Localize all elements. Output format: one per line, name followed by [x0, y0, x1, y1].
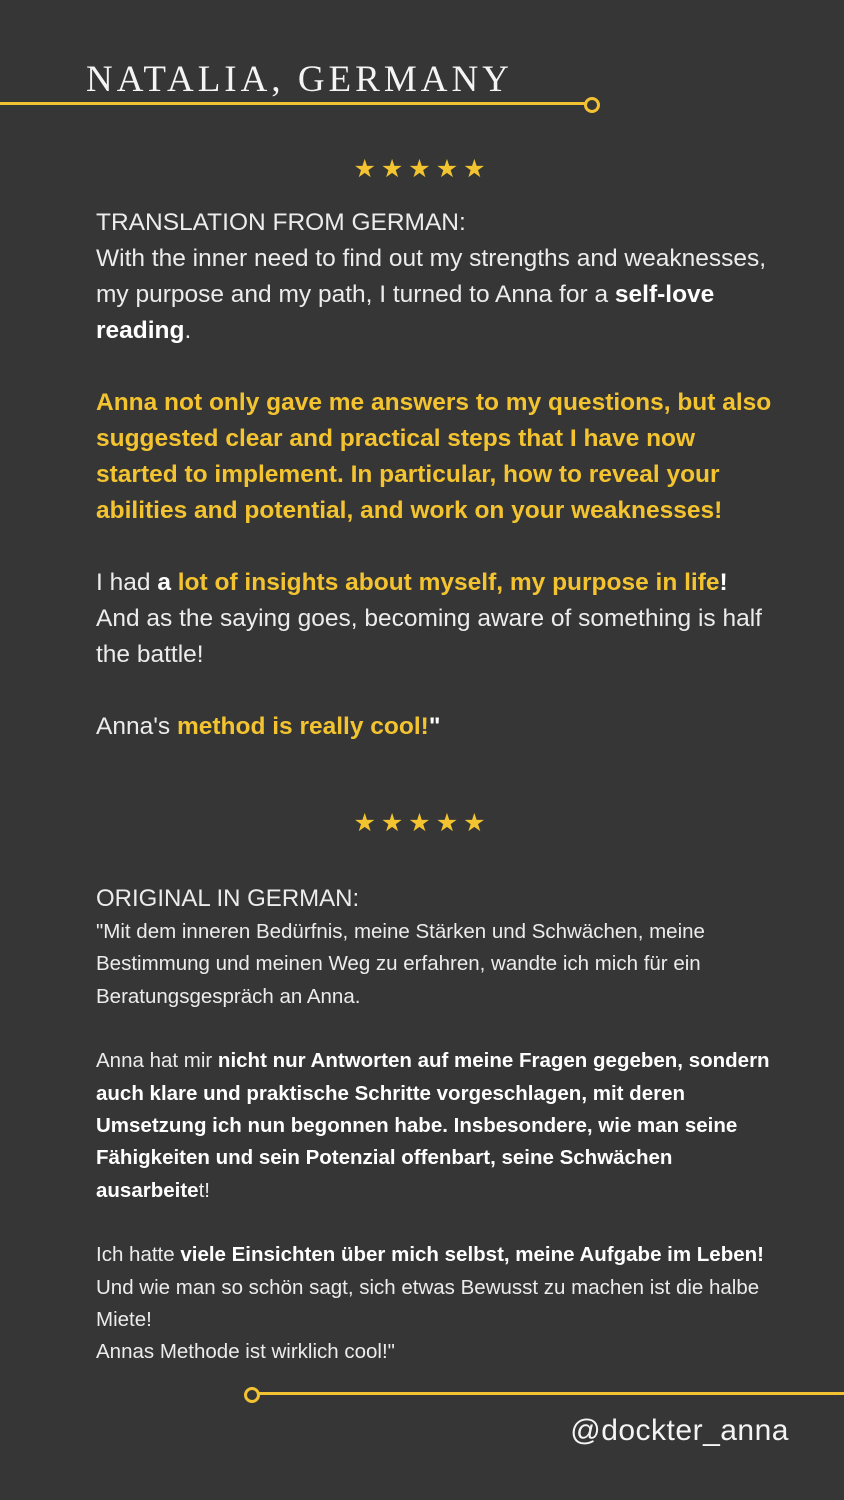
rating-stars-top: ★★★★★ [353, 155, 491, 183]
translation-heading: TRANSLATION FROM GERMAN: [96, 209, 466, 236]
instagram-handle: @dockter_anna [570, 1414, 789, 1447]
top-divider-dot [584, 97, 600, 113]
translation-paragraph-1: With the inner need to find out my strengths and weaknesses, my purpose and my path, I turned to Anna for a self-love reading. [96, 245, 767, 344]
bottom-divider-line [254, 1392, 844, 1395]
original-heading: ORIGINAL IN GERMAN: [96, 885, 360, 912]
original-paragraph-3: Ich hatte viele Einsichten über mich selbst, meine Aufgabe im Leben! Und wie man so schön sagt, sich etwas Bewusst zu machen ist die halbe Miete! [96, 1243, 764, 1332]
original-paragraph-2: Anna hat mir nicht nur Antworten auf meine Fragen gegeben, sondern auch klare und praktische Schritte vorgeschlagen, mit deren Umsetzung ich nun begonnen habe. Insbesondere, wie man seine Fähigkeiten und sein Potenzial offenbart, seine Schwächen ausarbeitet! [96, 1049, 770, 1202]
original-paragraph-1: "Mit dem inneren Bedürfnis, meine Stärken und Schwächen, meine Bestimmung und meinen Weg zu erfahren, wandte ich mich für ein Beratungsgespräch an Anna. [96, 920, 705, 1008]
original-section [96, 882, 776, 1369]
top-divider-line [0, 102, 586, 105]
translation-paragraph-3: I had a lot of insights about myself, my purpose in life! And as the saying goes, becoming aware of something is half the battle! [96, 569, 762, 668]
bottom-divider-dot [244, 1387, 260, 1403]
rating-stars-bottom: ★★★★★ [353, 809, 491, 837]
translation-section [96, 205, 776, 745]
page-title: NATALIA, GERMANY [86, 59, 513, 100]
translation-paragraph-2: Anna not only gave me answers to my questions, but also suggested clear and practical steps that I have now started to implement. In particular, how to reveal your abilities and potential, and work on your weaknesses! [96, 389, 772, 524]
original-paragraph-4: Annas Methode ist wirklich cool!" [96, 1340, 395, 1364]
translation-paragraph-4: Anna's method is really cool!" [96, 713, 441, 740]
